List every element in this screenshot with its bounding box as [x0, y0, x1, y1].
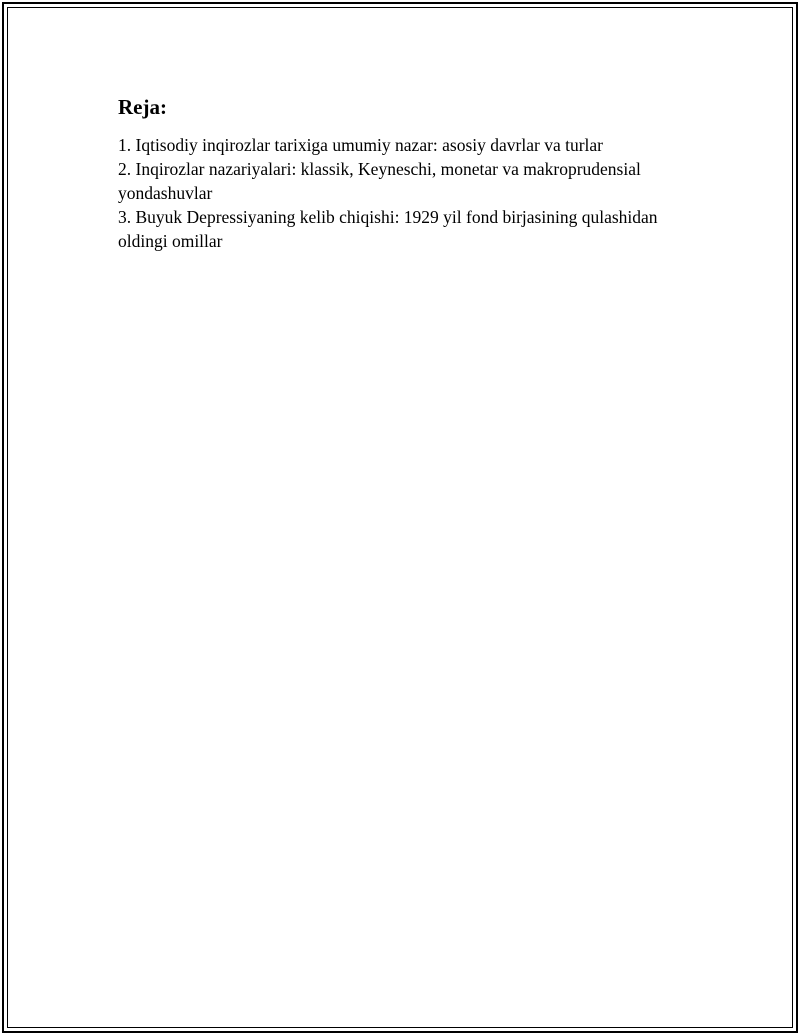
plan-heading: Reja:	[118, 95, 167, 119]
page-content	[118, 94, 688, 253]
plan-list	[118, 133, 688, 253]
plan-item: 1. Iqtisodiy inqirozlar tarixiga umumiy nazar: asosiy davrlar va turlar	[118, 135, 603, 155]
plan-item: 2. Inqirozlar nazariyalari: klassik, Keyneschi, monetar va makroprudensial yondashuvlar	[118, 159, 641, 203]
plan-item: 3. Buyuk Depressiyaning kelib chiqishi: 1929 yil fond birjasining qulashidan oldingi omillar	[118, 207, 658, 251]
